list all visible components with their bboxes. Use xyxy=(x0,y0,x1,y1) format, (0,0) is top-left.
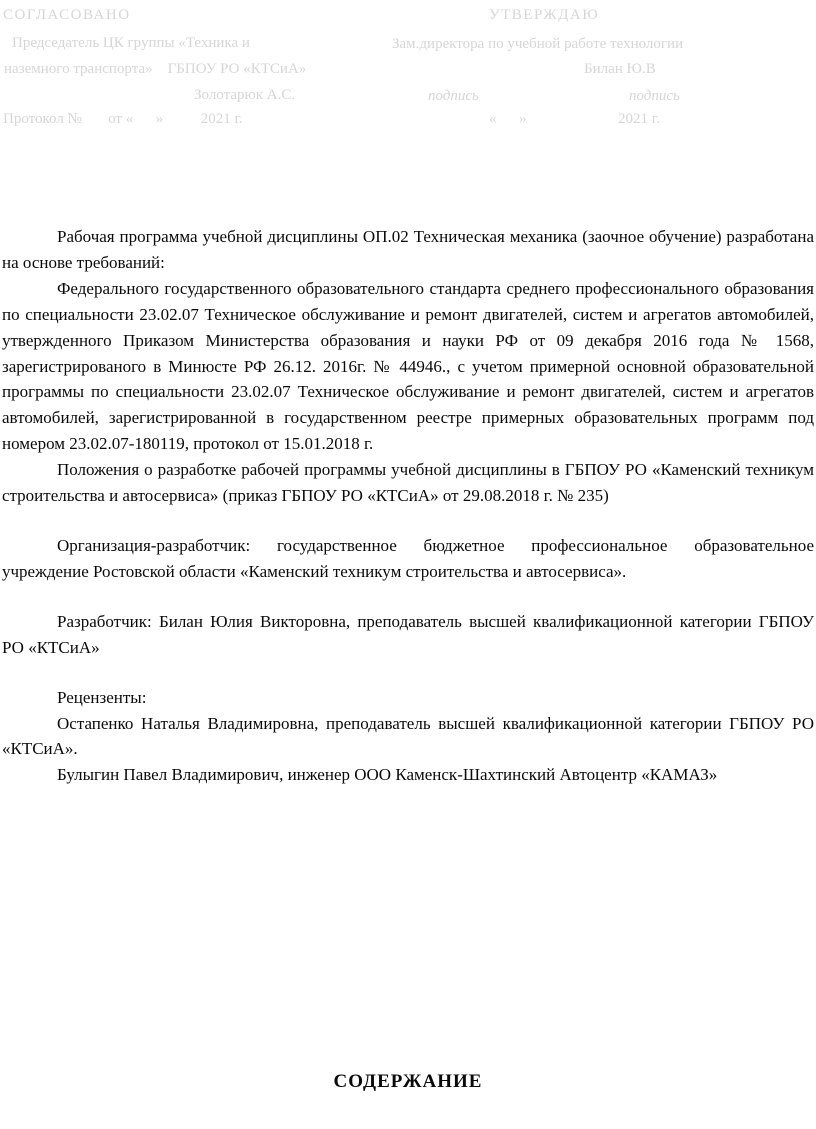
approval-right-name: Билан Ю.В xyxy=(584,61,656,77)
approved-left-title: СОГЛАСОВАНО xyxy=(3,7,131,23)
approval-date-quotes: « » xyxy=(489,111,527,127)
paragraph: Организация-разработчик: государственное бюджетное профессиональное образовательное учреждение Ростовской области «Каменский техникум строительства и автосервиса». xyxy=(2,535,814,581)
approval-left-role-line2: наземного транспорта» ГБПОУ РО «КТСиА» xyxy=(4,61,307,77)
paragraph: Булыгин Павел Владимирович, инженер ООО Каменск-Шахтинский Автоцентр «КАМАЗ» xyxy=(57,765,718,785)
contents-title: СОДЕРЖАНИЕ xyxy=(333,1071,483,1092)
approval-header xyxy=(0,0,816,140)
paragraph: Рецензенты: xyxy=(57,687,147,707)
approved-right-title: УТВЕРЖДАЮ xyxy=(489,7,600,23)
paragraph: Федерального государственного образовательного стандарта среднего профессионального образования по специальности 23.02.07 Техническое обслуживание и ремонт двигателей, систем и агрегатов автомобилей, утвержденного Приказом Министерства образования и науки РФ от 09 декабря 2016 года № 1568, зарегистрированого в Минюсте РФ 26.12. 2016г. № 44946., с учетом примерной основной образовательной программы по специальности 23.02.07 Техническое обслуживание и ремонт двигателей, систем и агрегатов автомобилей, зарегистрированной в государственном реестре примерных образовательных программ под номером 23.02.07-180119, протокол от 15.01.2018 г. xyxy=(2,278,814,454)
document-body xyxy=(2,224,814,788)
approval-date-year: 2021 г. xyxy=(618,111,660,127)
protocol-date-line: Протокол № от « » 2021 г. xyxy=(3,111,243,127)
approval-left-name: Золотарюк А.С. xyxy=(194,87,296,103)
paragraph: Рабочая программа учебной дисциплины ОП.02 Техническая механика (заочное обучение) разработана на основе требований: xyxy=(2,227,814,272)
signature-label-2: подпись xyxy=(629,88,680,104)
paragraph: Остапенко Наталья Владимировна, преподаватель высшей квалификационной категории ГБПОУ РО «КТСиА». xyxy=(2,713,814,759)
paragraph: Разработчик: Билан Юлия Викторовна, преподаватель высшей квалификационной категории ГБПОУ РО «КТСиА» xyxy=(2,611,814,657)
approval-left-role-line1: Председатель ЦК группы «Техника и xyxy=(12,35,250,51)
approval-right-role-line: Зам.директора по учебной работе технологии xyxy=(392,36,684,52)
paragraph: Положения о разработке рабочей программы учебной дисциплины в ГБПОУ РО «Каменский техникум строительства и автосервиса» (приказ ГБПОУ РО «КТСиА» от 29.08.2018 г. № 235) xyxy=(2,460,814,506)
signature-label-1: подпись xyxy=(428,88,479,104)
